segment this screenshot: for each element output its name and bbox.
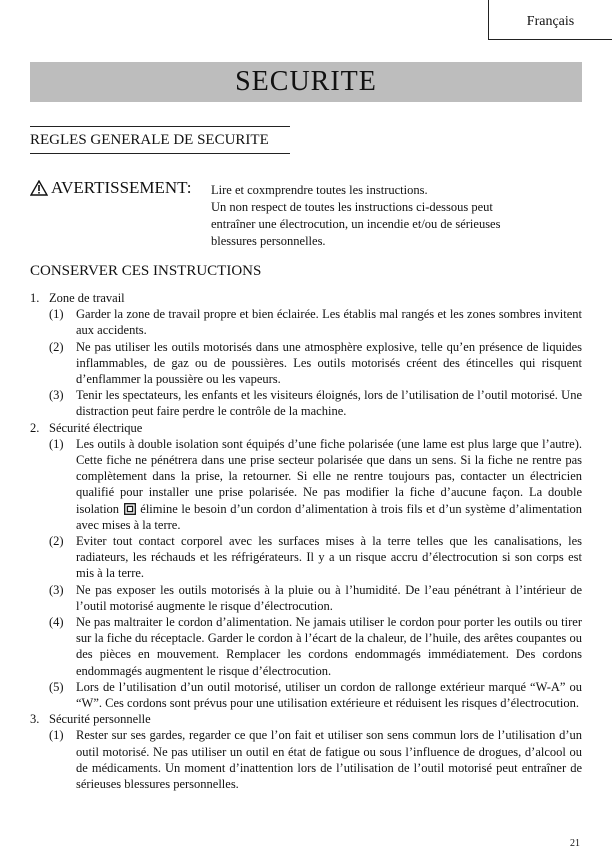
section-heading-text: REGLES GENERALE DE SECURITE xyxy=(30,132,269,148)
page-number: 21 xyxy=(570,838,580,849)
item-number: (3) xyxy=(49,582,64,597)
item-number: (1) xyxy=(49,728,64,743)
warning-label xyxy=(30,178,191,198)
item-text: Garder la zone de travail propre et bien éclairée. Les établis mal rangés et les zones sombres invitent aux accidents. xyxy=(76,307,582,338)
list-item xyxy=(30,614,582,679)
item-number: (4) xyxy=(49,615,64,630)
section-title xyxy=(30,711,582,727)
list-item xyxy=(30,387,582,419)
section-title xyxy=(30,420,582,436)
list-item xyxy=(30,727,582,792)
warning-line: Un non respect de toutes les instructions ci-dessous peut xyxy=(211,200,493,214)
list-item xyxy=(30,306,582,338)
double-insulation-icon xyxy=(124,503,136,515)
item-text xyxy=(76,436,582,533)
list-item xyxy=(30,339,582,388)
item-number: (1) xyxy=(49,436,64,451)
section-electrical-safety xyxy=(30,420,582,712)
item-text: Ne pas exposer les outils motorisés à la pluie ou à l’humidité. De l’eau pénétrant à l’intérieur de l’outil motorisé augmente le risque d’électrocution. xyxy=(76,582,582,613)
item-text: Ne pas maltraiter le cordon d’alimentation. Ne jamais utiliser le cordon pour porter les outils ou tirer sur la fiche du réceptacle. Garder le cordon à l’écart de la chaleur, de l’huile, des arêtes coupantes ou des pièces en mouvement. Remplacer les cordons endommagés immédiatement. Des cordons endommagés augmentent le risque d’électrocution. xyxy=(76,615,582,678)
warning-label-text: AVERTISSEMENT: xyxy=(51,178,192,197)
conserver-heading: CONSERVER CES INSTRUCTIONS xyxy=(30,263,262,279)
section-number: 1. xyxy=(30,291,40,305)
list-item xyxy=(30,533,582,582)
item-text-after: élimine le besoin d’un cordon d’alimentation à trois fils et d’un système d’alimentation avec mises à la terre. xyxy=(76,501,583,532)
item-text: Ne pas utiliser les outils motorisés dans une atmosphère explosive, telle qu’en présence de liquides inflammables, de gaz ou de poussières. Les outils motorisés créent des étincelles qui risquent d’enflammer la poussière ou les vapeurs. xyxy=(76,339,582,387)
section-work-area xyxy=(30,290,582,420)
item-number: (2) xyxy=(49,534,64,549)
section-title-text: Sécurité personnelle xyxy=(49,712,151,727)
item-text: Lors de l’utilisation d’un outil motorisé, utiliser un cordon de rallonge extérieur marqué “W-A” ou “W”. Ces cordons sont prévus pour une utilisation extérieure et réduisent les risques d’électrocution. xyxy=(76,679,582,711)
warning-line: blessures personnelles. xyxy=(211,234,326,248)
page-title: SECURITE xyxy=(30,62,582,102)
warning-line: Lire et coxmprendre toutes les instructions. xyxy=(211,183,428,197)
language-tab: Français xyxy=(488,0,612,40)
item-number: (3) xyxy=(49,388,64,403)
section-number: 3. xyxy=(30,712,40,727)
item-text: Tenir les spectateurs, les enfants et les visiteurs éloignés, lors de l’utilisation de l’outil motorisé. Une distraction peut faire perdre le contrôle de la machine. xyxy=(76,388,582,419)
item-number: (1) xyxy=(49,307,64,322)
list-item xyxy=(30,436,582,533)
heading-rule-top xyxy=(30,126,290,127)
item-text: Eviter tout contact corporel avec les surfaces mises à la terre telles que les canalisations, les radiateurs, les réchauds et les réfrigérateurs. Il y a un risque accru d’électrocution si son corps est mis à la terre. xyxy=(76,534,582,581)
item-number: (5) xyxy=(49,679,64,694)
section-title-text: Sécurité électrique xyxy=(49,420,143,435)
section-number: 2. xyxy=(30,420,40,435)
section-title-text: Zone de travail xyxy=(49,291,125,305)
list-item xyxy=(30,679,582,711)
heading-rule-bottom xyxy=(30,153,290,154)
item-number: (2) xyxy=(49,339,64,354)
warning-text xyxy=(211,182,583,250)
warning-triangle-icon xyxy=(30,180,48,196)
instructions-body xyxy=(30,290,582,792)
section-personal-safety xyxy=(30,711,582,792)
item-text-before: Les outils à double isolation sont équipés d’une fiche polarisée (une lame est plus large que l’autre). Cette fiche ne pénétrera dans une prise secteur polarisée que dans un sens. Si la fiche ne rentre pas complètement dans la prise, la retourner. Si elle ne rentre toujours pas, contacter un électricien qualifié pour installer une prise polarisée. Ne pas modifier la fiche d’aucune façon. La double isolation xyxy=(76,436,582,516)
item-text: Rester sur ses gardes, regarder ce que l’on fait et utiliser son sens commun lors de l’utilisation d’un outil motorisé. Ne pas utiliser un outil en état de fatigue ou sous l’influence de drogues, d’alcool ou de médicaments. Un moment d’inattention lors de l’utilisation de l’outil motorisé peut entraîner de sérieuses blessures personnelles. xyxy=(76,728,582,792)
list-item xyxy=(30,582,582,614)
section-title xyxy=(30,290,582,306)
warning-line: entraîner une électrocution, un incendie et/ou de sérieuses xyxy=(211,217,501,231)
